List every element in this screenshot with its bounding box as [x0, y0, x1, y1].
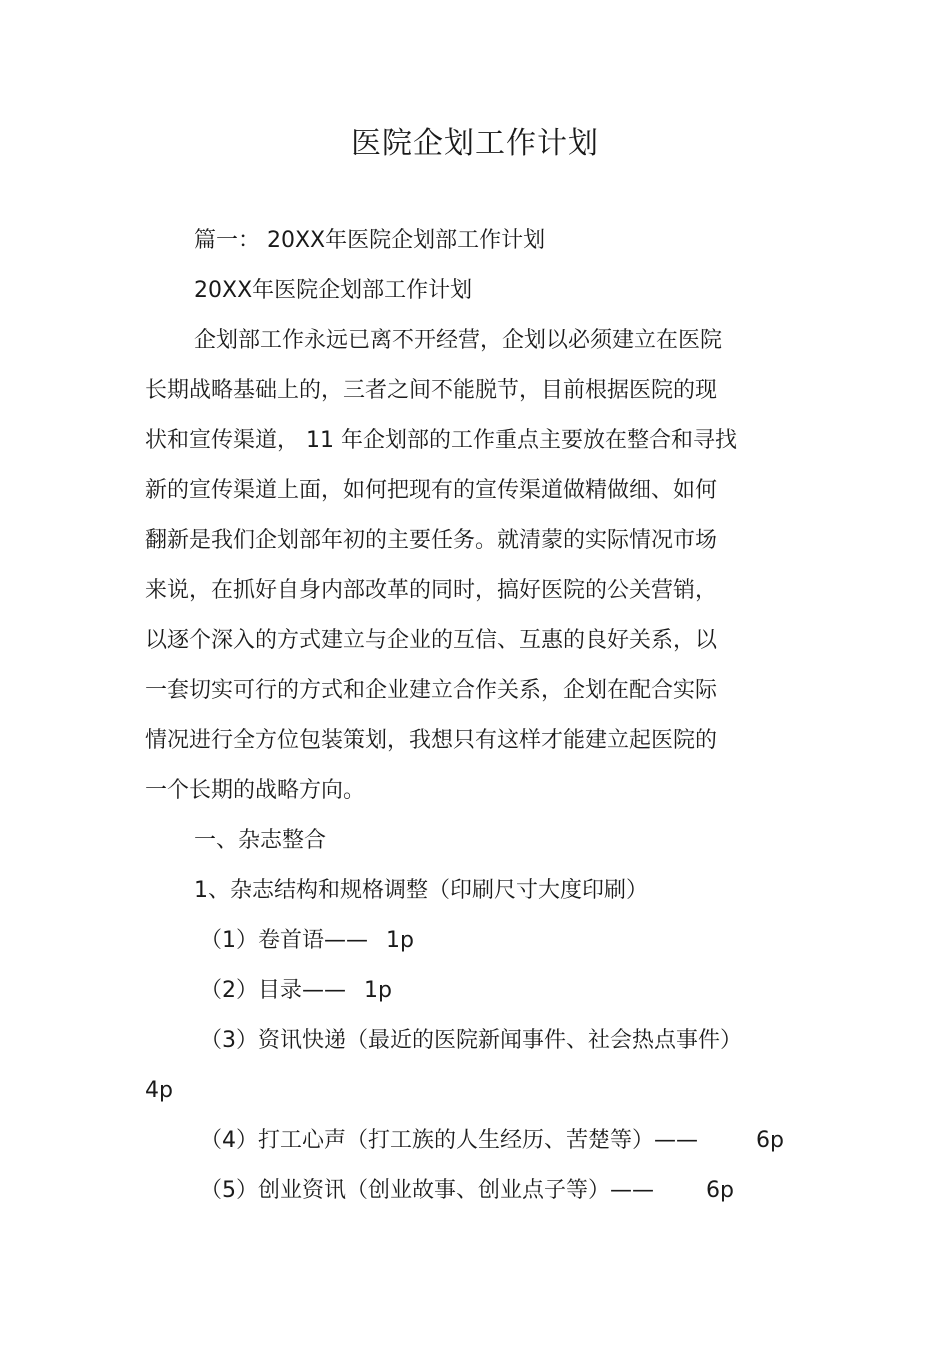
sub-item-1: [200, 926, 414, 956]
paragraph-line: 一套切实可行的方式和企业建立合作关系，企划在配合实际: [145, 678, 718, 703]
sub-item-label: （5）创业资讯（创业故事、创业点子等）——: [200, 1178, 654, 1203]
sub-item-2: [200, 976, 392, 1006]
sub-item-label: （4）打工心声（打工族的人生经历、苦楚等）——: [200, 1128, 698, 1153]
section-heading: 篇一： 20XX年医院企划部工作计划: [194, 228, 546, 253]
part-one-heading: 一、杂志整合: [194, 828, 327, 853]
subheading: 20XX年医院企划部工作计划: [194, 278, 473, 303]
sub-item-pages: 6p: [706, 1178, 734, 1203]
sub-item-pages: 1p: [364, 978, 392, 1003]
paragraph-line: 长期战略基础上的，三者之间不能脱节，目前根据医院的现: [145, 378, 718, 403]
paragraph-line: 一个长期的战略方向。: [145, 778, 366, 803]
sub-item-pages: 6p: [756, 1128, 784, 1153]
paragraph-line: 企划部工作永远已离不开经营，企划以必须建立在医院: [194, 328, 723, 353]
sub-item-pages: 1p: [386, 928, 414, 953]
document-title: 医院企划工作计划: [351, 126, 599, 161]
sub-item-5: [200, 1176, 734, 1206]
sub-item-label: （1）卷首语——: [200, 928, 368, 953]
paragraph-line: 来说，在抓好自身内部改革的同时，搞好医院的公关营销，: [145, 578, 718, 603]
paragraph-line: 情况进行全方位包装策划，我想只有这样才能建立起医院的: [145, 728, 718, 753]
sub-item-4: [200, 1126, 784, 1156]
paragraph-line: 翻新是我们企划部年初的主要任务。就清蒙的实际情况市场: [145, 528, 718, 553]
sub-item-3-label: （3）资讯快递（最近的医院新闻事件、社会热点事件）: [200, 1028, 742, 1053]
item-one-heading: 1、杂志结构和规格调整（印刷尺寸大度印刷）: [194, 878, 648, 903]
sub-item-3-pages: 4p: [145, 1078, 173, 1103]
paragraph-line: 新的宣传渠道上面，如何把现有的宣传渠道做精做细、如何: [145, 478, 718, 503]
sub-item-label: （2）目录——: [200, 978, 346, 1003]
paragraph-line: 以逐个深入的方式建立与企业的互信、互惠的良好关系，以: [145, 628, 718, 653]
paragraph-line: 状和宣传渠道， 11 年企划部的工作重点主要放在整合和寻找: [145, 428, 737, 453]
